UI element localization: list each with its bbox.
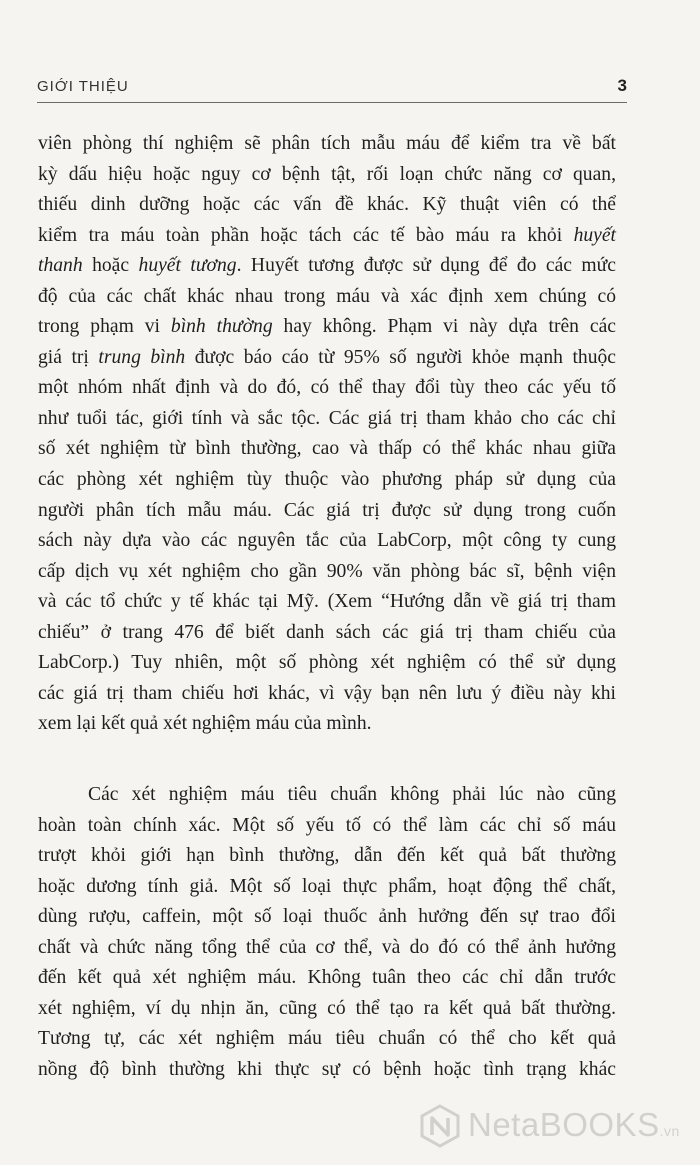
text-line: các giá trị tham chiếu hơi khác, vì vậy bạn nên lưu ý điều này khi — [38, 682, 616, 704]
text-line: đến kết quả xét nghiệm máu. Không tuân theo các chỉ dẫn trước — [38, 967, 616, 989]
text-line: xét nghiệm, ví dụ nhịn ăn, cũng có thể tạo ra kết quả bất thường. — [38, 997, 616, 1019]
text-line — [38, 251, 616, 282]
text-line: như tuổi tác, giới tính và sắc tộc. Các giá trị tham khảo cho các chỉ — [38, 407, 616, 429]
text-line: chiếu” ở trang 476 để biết danh sách các giá trị tham chiếu của — [38, 621, 616, 643]
text-run: hoặc — [82, 255, 139, 277]
text-line: Tương tự, các xét nghiệm máu tiêu chuẩn có thể cho kết quả — [38, 1028, 616, 1050]
watermark-text — [468, 1106, 680, 1144]
text-line: trượt khỏi giới hạn bình thường, dẫn đến kết quả bất thường — [38, 845, 616, 867]
text-run: . Huyết tương được sử dụng để đo các mức — [236, 255, 616, 277]
watermark-suffix: .vn — [659, 1123, 680, 1139]
text-line: dùng rượu, caffein, một số loại thuốc ảnh hưởng đến sự trao đổi — [38, 906, 616, 928]
paragraph-1 — [38, 129, 616, 740]
watermark — [418, 1100, 693, 1156]
text-line — [38, 221, 616, 252]
text-line: viên phòng thí nghiệm sẽ phân tích mẫu máu để kiểm tra về bất — [38, 133, 616, 154]
text-line: số xét nghiệm từ bình thường, cao và thấp có thể khác nhau giữa — [38, 438, 616, 460]
watermark-brand: NetaBOOKS — [468, 1106, 660, 1143]
text-line: cấp dịch vụ xét nghiệm cho gần 90% văn phòng bác sĩ, bệnh viện — [38, 560, 616, 582]
text-line: xem lại kết quả xét nghiệm máu của mình. — [38, 713, 372, 735]
text-run: giá trị — [38, 346, 99, 368]
text-run: trong phạm vi — [38, 316, 171, 338]
running-header — [37, 78, 627, 100]
paragraph-2 — [38, 780, 616, 1085]
text-line: sách này dựa vào các nguyên tắc của LabCorp, một công ty cung — [38, 530, 616, 552]
text-line: độ của các chất khác nhau trong máu và xác định xem chúng có — [38, 285, 616, 307]
text-line: hoặc dương tính giả. Một số loại thực phẩm, hoạt động thể chất, — [38, 875, 616, 897]
header-rule — [37, 102, 627, 103]
text-line: người phân tích mẫu máu. Các giá trị được sử dụng trong cuốn — [38, 499, 616, 521]
chapter-title: GIỚI THIỆU — [37, 78, 129, 95]
page-number: 3 — [617, 76, 627, 95]
text-line: chất và chức năng tổng thể của cơ thể, và do đó có thể ảnh hưởng — [38, 936, 616, 958]
text-line: LabCorp.) Tuy nhiên, một số phòng xét nghiệm có thể sử dụng — [38, 652, 616, 674]
text-line: hoàn toàn chính xác. Một số yếu tố có thể làm các chỉ số máu — [38, 814, 616, 836]
text-run: kiểm tra máu toàn phần hoặc tách các tế bào máu ra khỏi — [38, 224, 574, 246]
italic-term: huyết tương — [138, 255, 237, 277]
netabooks-logo-icon — [418, 1104, 462, 1148]
italic-term: bình thường — [170, 316, 273, 338]
text-run: được báo cáo từ 95% số người khỏe mạnh thuộc — [185, 346, 616, 368]
text-line: nồng độ bình thường khi thực sự có bệnh hoặc tình trạng khác — [38, 1058, 616, 1080]
text-line: thiếu dinh dưỡng hoặc các vấn đề khác. Kỹ thuật viên có thể — [38, 194, 616, 216]
text-line — [38, 343, 616, 374]
text-run: hay không. Phạm vi này dựa trên các — [272, 316, 616, 338]
text-line: và các tổ chức y tế khác tại Mỹ. (Xem “Hướng dẫn về giá trị tham — [38, 591, 616, 613]
italic-term: thanh — [38, 255, 83, 277]
italic-term: trung bình — [98, 346, 186, 368]
italic-term: huyết — [573, 224, 616, 246]
text-line: các phòng xét nghiệm tùy thuộc vào phương pháp sử dụng của — [38, 469, 616, 491]
text-line: Các xét nghiệm máu tiêu chuẩn không phải lúc nào cũng — [88, 784, 616, 805]
text-line: kỳ dấu hiệu hoặc nguy cơ bệnh tật, rối loạn chức năng cơ quan, — [38, 163, 616, 185]
text-line — [38, 312, 616, 343]
text-line: một nhóm nhất định và do đó, có thể thay đổi tùy theo các yếu tố — [38, 377, 616, 399]
